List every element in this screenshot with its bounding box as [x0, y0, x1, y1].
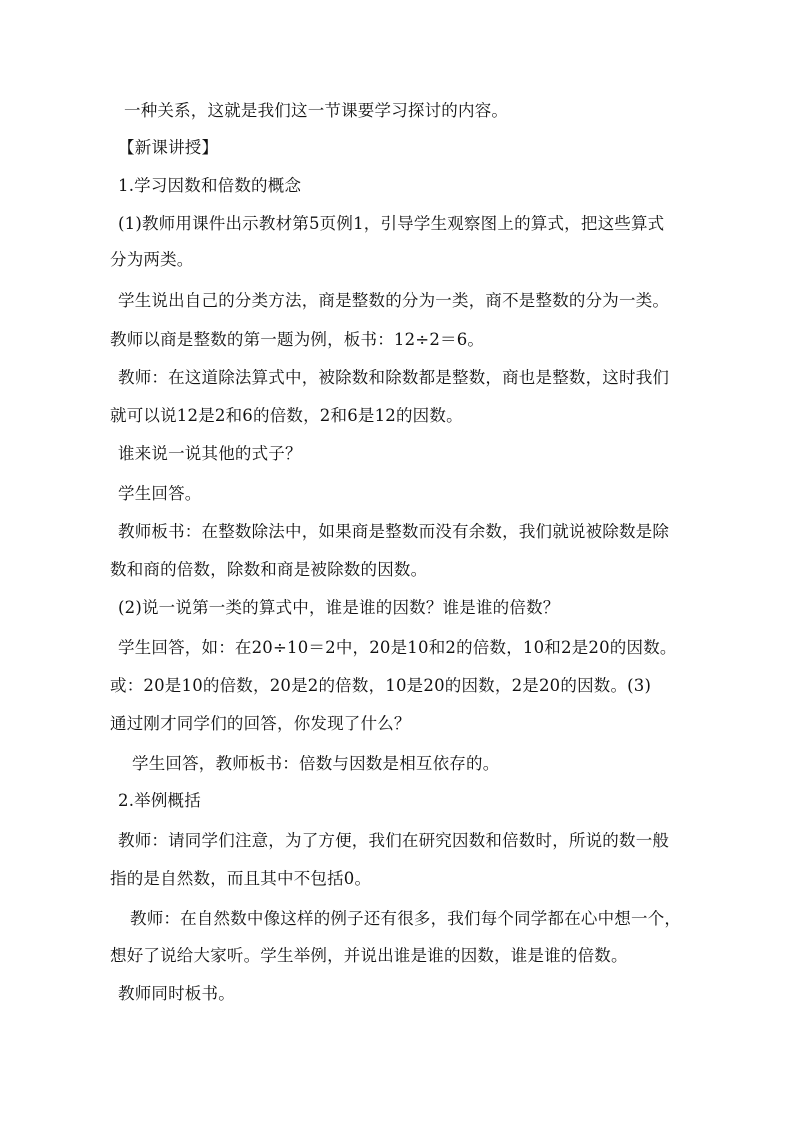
text-line-13: 数和商的倍数，除数和商是被除数的因数。	[110, 560, 428, 579]
text-line-10: 谁来说一说其他的式子？	[118, 444, 302, 463]
text-line-1: 一种关系，这就是我们这一节课要学习探讨的内容。	[124, 101, 509, 120]
text-line-9: 就可以说12是2和6的倍数，2和6是12的因数。	[110, 406, 463, 425]
text-line-14: (2)说一说第一类的算式中，谁是谁的因数？谁是谁的倍数？	[118, 598, 560, 617]
text-line-24: 教师同时板书。	[118, 984, 235, 1003]
text-line-18: 学生回答，教师板书：倍数与因数是相互依存的。	[132, 754, 500, 773]
subheading-examples: 2.举例概括	[118, 791, 201, 810]
text-line-17: 通过刚才同学们的回答，你发现了什么？	[110, 714, 411, 733]
text-line-5: 分为两类。	[110, 250, 194, 269]
text-line-4: (1)教师用课件出示教材第5页例1，引导学生观察图上的算式，把这些算式	[118, 214, 665, 233]
text-line-23: 想好了说给大家听。学生举例，并说出谁是谁的因数，谁是谁的倍数。	[110, 946, 628, 965]
text-line-12: 教师板书：在整数除法中，如果商是整数而没有余数，我们就说被除数是除	[118, 522, 670, 541]
text-line-20: 教师：请同学们注意，为了方便，我们在研究因数和倍数时，所说的数一般	[118, 831, 670, 850]
text-line-11: 学生回答。	[118, 484, 202, 503]
text-line-16: 或：20是10的倍数，20是2的倍数，10是20的因数，2是20的因数。(3)	[110, 676, 652, 695]
text-line-22: 教师：在自然数中像这样的例子还有很多，我们每个同学都在心中想一个，	[130, 909, 682, 928]
text-line-15: 学生回答，如：在20÷10＝2中，20是10和2的倍数，10和2是20的因数。	[118, 638, 677, 657]
text-line-6: 学生说出自己的分类方法，商是整数的分为一类，商不是整数的分为一类。	[118, 291, 670, 310]
text-line-7: 教师以商是整数的第一题为例，板书：12÷2＝6。	[110, 330, 485, 349]
text-line-8: 教师：在这道除法算式中，被除数和除数都是整数，商也是整数，这时我们	[118, 368, 670, 387]
section-heading-new-lesson: 【新课讲授】	[118, 138, 219, 157]
text-line-21: 指的是自然数，而且其中不包括0。	[110, 869, 372, 888]
subheading-concept: 1.学习因数和倍数的概念	[118, 176, 302, 195]
